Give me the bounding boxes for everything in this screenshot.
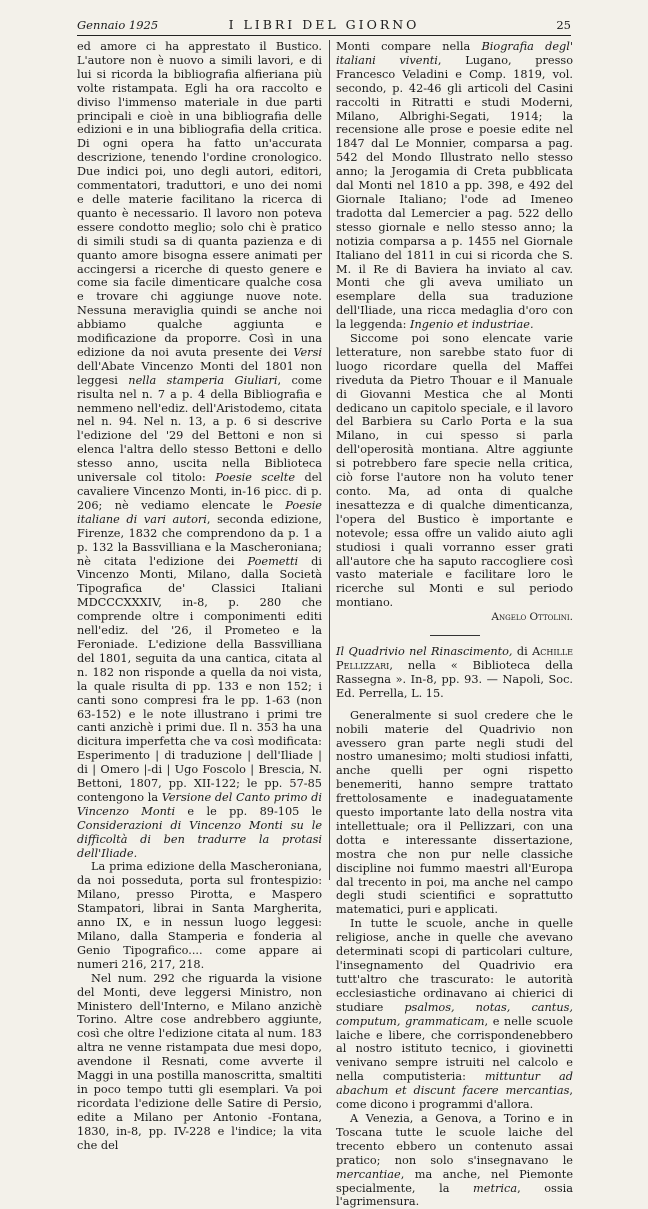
- italic-text: Ingenio et industriae.: [410, 318, 534, 332]
- text: di Vincenzo Monti, Milano, dalla Società Tipografica de' Classici Italiani MDCCCXXXIV, in-8, p. 280 che comprende oltre i componimenti editi nell'ediz. del '26, il Prometeo e la Feroniade. L'edizione della Bassvilliana del 1801, seguita da una cantica, citata al n. 182 non risponde a quella da noi vista, la quale risulta di pp. 133 e non 152; i canti sono compresi fra le pp. 1-63 (non 63-152) e le note illustrano i primi tre canti anzichè i primi due. Il n. 353 ha una dicitura imperfetta che va così modificata: Esperimento | di traduzione | dell'Iliade | di | Omero |-di | Ugo Foscolo | Brescia, N. Bettoni, 1807, pp. XII-122; le pp. 57-85 contengono la: [77, 554, 323, 804]
- left-paragraph-1: [77, 40, 322, 860]
- italic-text: mercantiae: [336, 1167, 401, 1181]
- text: , ossia l'agrimensura.: [336, 1181, 573, 1209]
- page-number: 25: [556, 18, 571, 32]
- italic-text: nella stamperia Giuliari: [128, 373, 278, 387]
- right-paragraph-2: Siccome poi sono elencate varie letterature, non sarebbe stato fuor di luogo ricordare quella del Maffei riveduta da Pietro Thouar e il Manuale di Giovanni Mestica che al Monti dedicano un capitolo speciale, e il lavoro del Barbiera su Carlo Porta e la sua Milano, in cui spesso si parla dell'operosità montiana. Altre aggiunte si potrebbero fare specie nella critica, ciò forse l'autore non ha voluto tener conto. Ma, ad onta di qualche inesattezza e di qualche dimenticanza, l'opera del Bustico è importante e notevole; essa offre un valido aiuto agli studiosi i quali vorranno esser grati all'autore che ha saputo raccogliere così vasto materiale e facilitare loro le ricerche sul Monti e sul periodo montiano.: [336, 332, 573, 610]
- italic-title: Versi: [293, 345, 322, 359]
- right-paragraph-5: [336, 1112, 573, 1209]
- issue-date: Gennaio 1925: [77, 18, 159, 32]
- left-column: [77, 40, 322, 1153]
- italic-text: psalmos, notas, cantus, computum, grammaticam: [336, 1000, 573, 1028]
- text: Monti compare nella: [336, 40, 482, 53]
- italic-title: Versione del Canto primo di Vincenzo Monti: [77, 790, 323, 818]
- italic-title: Poesie italiane di vari autori: [77, 498, 322, 526]
- header-rule: [77, 35, 571, 36]
- text: e le pp. 89-105 le: [175, 804, 323, 818]
- text: dell'Abate Vincenzo Monti del 1801 non leggesi: [77, 359, 322, 387]
- book-author: Achille Pellizzari: [336, 645, 573, 672]
- running-header: [77, 12, 571, 34]
- text: , seconda edizione, Firenze, 1832 che comprendono da p. 1 a p. 132 la Bassvilliana e la Mascheroniana; nè citata l'edizione dei: [77, 512, 322, 568]
- section-separator: [430, 635, 480, 636]
- left-paragraph-3: Nel num. 292 che riguarda la visione del Monti, deve leggersi Ministro, non Ministero dell'Interno, e Milano anzichè Torino. Altre cose andrebbero aggiunte, così che oltre l'edizione citata al num. 183 altra ne venne ristampata due mesi dopo, avendone il Resnati, come avverte il Maggi in una postilla manoscritta, smaltiti in poco tempo tutti gli esemplari. Va poi ricordata l'edizione delle Satire di Persio, edite a Milano per Antonio -Fontana, 1830, in-8, pp. IV-228 e l'indice; la vita che del: [77, 971, 322, 1152]
- text: , Lugano, presso Francesco Veladini e Comp. 1819, vol. secondo, p. 42-46 gli articoli del Casini raccolti in Ritratti e studi Moderni, Milano, Albrighi-Segati, 1914; la recensione alle prose e poesie edite nel 1847 dal Le Monnier, comparsa a pag. 542 del Mondo Illustrato nello stesso anno; la Jerogamia di Creta pubblicata dal Monti nel 1810 a pp. 398, e 492 del Giornale Italiano; l'ode ad Imeneo tradotta dal Lemercier a pag. 522 dello stesso giornale e nello stesso anno; la notizia comparsa a p. 1455 nel Giornale Italiano del 1811 in cui si ricorda che S. M. il Re di Baviera ha inviato al cav. Monti che gli aveva umiliato un esemplare della sua traduzione dell'Iliade, una ricca medaglia d'oro con la leggenda:: [336, 53, 573, 332]
- review-signature: Angelo Ottolini.: [491, 611, 573, 624]
- italic-text: metrica: [473, 1181, 518, 1195]
- text: del cavaliere Vincenzo Monti, in-16 picc. di p. 206; nè vediamo elencate le: [77, 471, 322, 512]
- text: ed amore ci ha apprestato il Bustico. L'autore non è nuovo a simili lavori, e di lui si ricorda la bibliografia alfieriana più volte ristampata. Egli ha ora raccolto e diviso l'immenso materiale in due parti principali e cioè in una bibliografia delle edizioni e in una bibliografia della critica. Di ogni opera ha fatto un'accurata descrizione, tenendo l'ordine cronologico. Due indici poi, uno degli autori, editori, commentatori, traduttori, e uno dei nomi e delle materie facilitano la ricerca di quanto è necessario. Il lavoro non poteva essere condotto meglio; solo chi è pratico di simili studi sa di quanta pazienza e di quanto amore bisogna essere animati per accingersi a ricerche di questo genere e come sia facile dimenticare qualche cosa e trovare chi aggiunge nuove note. Nessuna meraviglia quindi se anche noi abbiamo qualche aggiunta e modificazione da proporre. Così in una edizione da noi avuta presente dei: [77, 40, 322, 359]
- italic-title: Biografia degl' italiani viventi: [336, 40, 573, 67]
- italic-text: mittuntur ad abachum et discunt facere mercantias: [336, 1070, 573, 1098]
- italic-title: Poemetti: [247, 554, 299, 568]
- text: , ma anche, nel Piemonte specialmente, la: [336, 1167, 573, 1195]
- text: In tutte le scuole, anche in quelle religiose, anche in quelle che avevano determinati scopi di particolari culture, l'insegnamento del Quadrivio era tutt'altro che trascurato: le autorità ecclesiastiche ordinavano ai chierici di studiare: [336, 917, 573, 1014]
- book-details: , nella « Biblioteca della Rassegna ». In-8, pp. 93. — Napoli, Soc. Ed. Perrella, L. 15.: [336, 658, 573, 700]
- right-paragraph-3: Generalmente si suol credere che le nobili materie del Quadrivio non avessero gran parte negli studi del nostro umanesimo; molti studiosi infatti, anche quelli per ogni rispetto benemeriti, hanno sempre trattato frettolosamente e inadeguatamente questo importante lato della nostra vita intellettuale; ora il Pellizzari, con una dotta e interessante dissertazione, mostra che non pur nelle classiche discipline noi fummo maestri all'Europa dal trecento in poi, ma anche nel campo degli studi scientifici e soprattutto matematici, puri e applicati.: [336, 708, 573, 917]
- journal-title: I LIBRI DEL GIORNO: [228, 17, 420, 32]
- right-paragraph-1: [336, 40, 573, 332]
- text: , come risulta nel n. 7 a p. 4 della Bibliografia e nemmeno nell'ediz. dell'Aristodemo, citata nel n. 94. Nel n. 13, a p. 6 si descrive l'edizione del '29 del Bettoni e non si elenca l'altra dello stesso Bettoni e dello stesso anno, uscita nella Biblioteca universale col titolo:: [77, 373, 322, 485]
- text: , come dicono i programmi d'allora.: [336, 1084, 573, 1112]
- review-heading: [336, 645, 573, 701]
- right-paragraph-4: [336, 917, 573, 1112]
- italic-title: Poesie scelte: [215, 471, 296, 485]
- text: A Venezia, a Genova, a Torino e in Toscana tutte le scuole laiche del trecento ebbero un contenuto assai pratico; non solo s'insegnavano le: [336, 1111, 573, 1167]
- book-title: Il Quadrivio nel Rinascimento,: [336, 645, 513, 659]
- text: , e nelle scuole laiche e libere, che corrispondenebbero al nostro istituto tecnico, i giovinetti venivano sempre istruiti nel calcolo e nella computisteria:: [336, 1014, 573, 1084]
- left-paragraph-2: La prima edizione della Mascheroniana, da noi posseduta, porta sul frontespizio: Milano, presso Pirotta, e Maspero Stampatori, librai in Santa Margherita, anno IX, e in nessun luogo leggesi: Milano, dalla Stamperia e fonderia al Genio Tipografico.... come appare ai numeri 216, 217, 218.: [77, 860, 322, 971]
- italic-title: Considerazioni di Vincenzo Monti su le difficoltà di ben tradurre la protasi dell'Iliade.: [77, 818, 322, 860]
- right-column: [336, 40, 573, 1209]
- text: di: [512, 645, 533, 659]
- column-divider: [329, 40, 330, 880]
